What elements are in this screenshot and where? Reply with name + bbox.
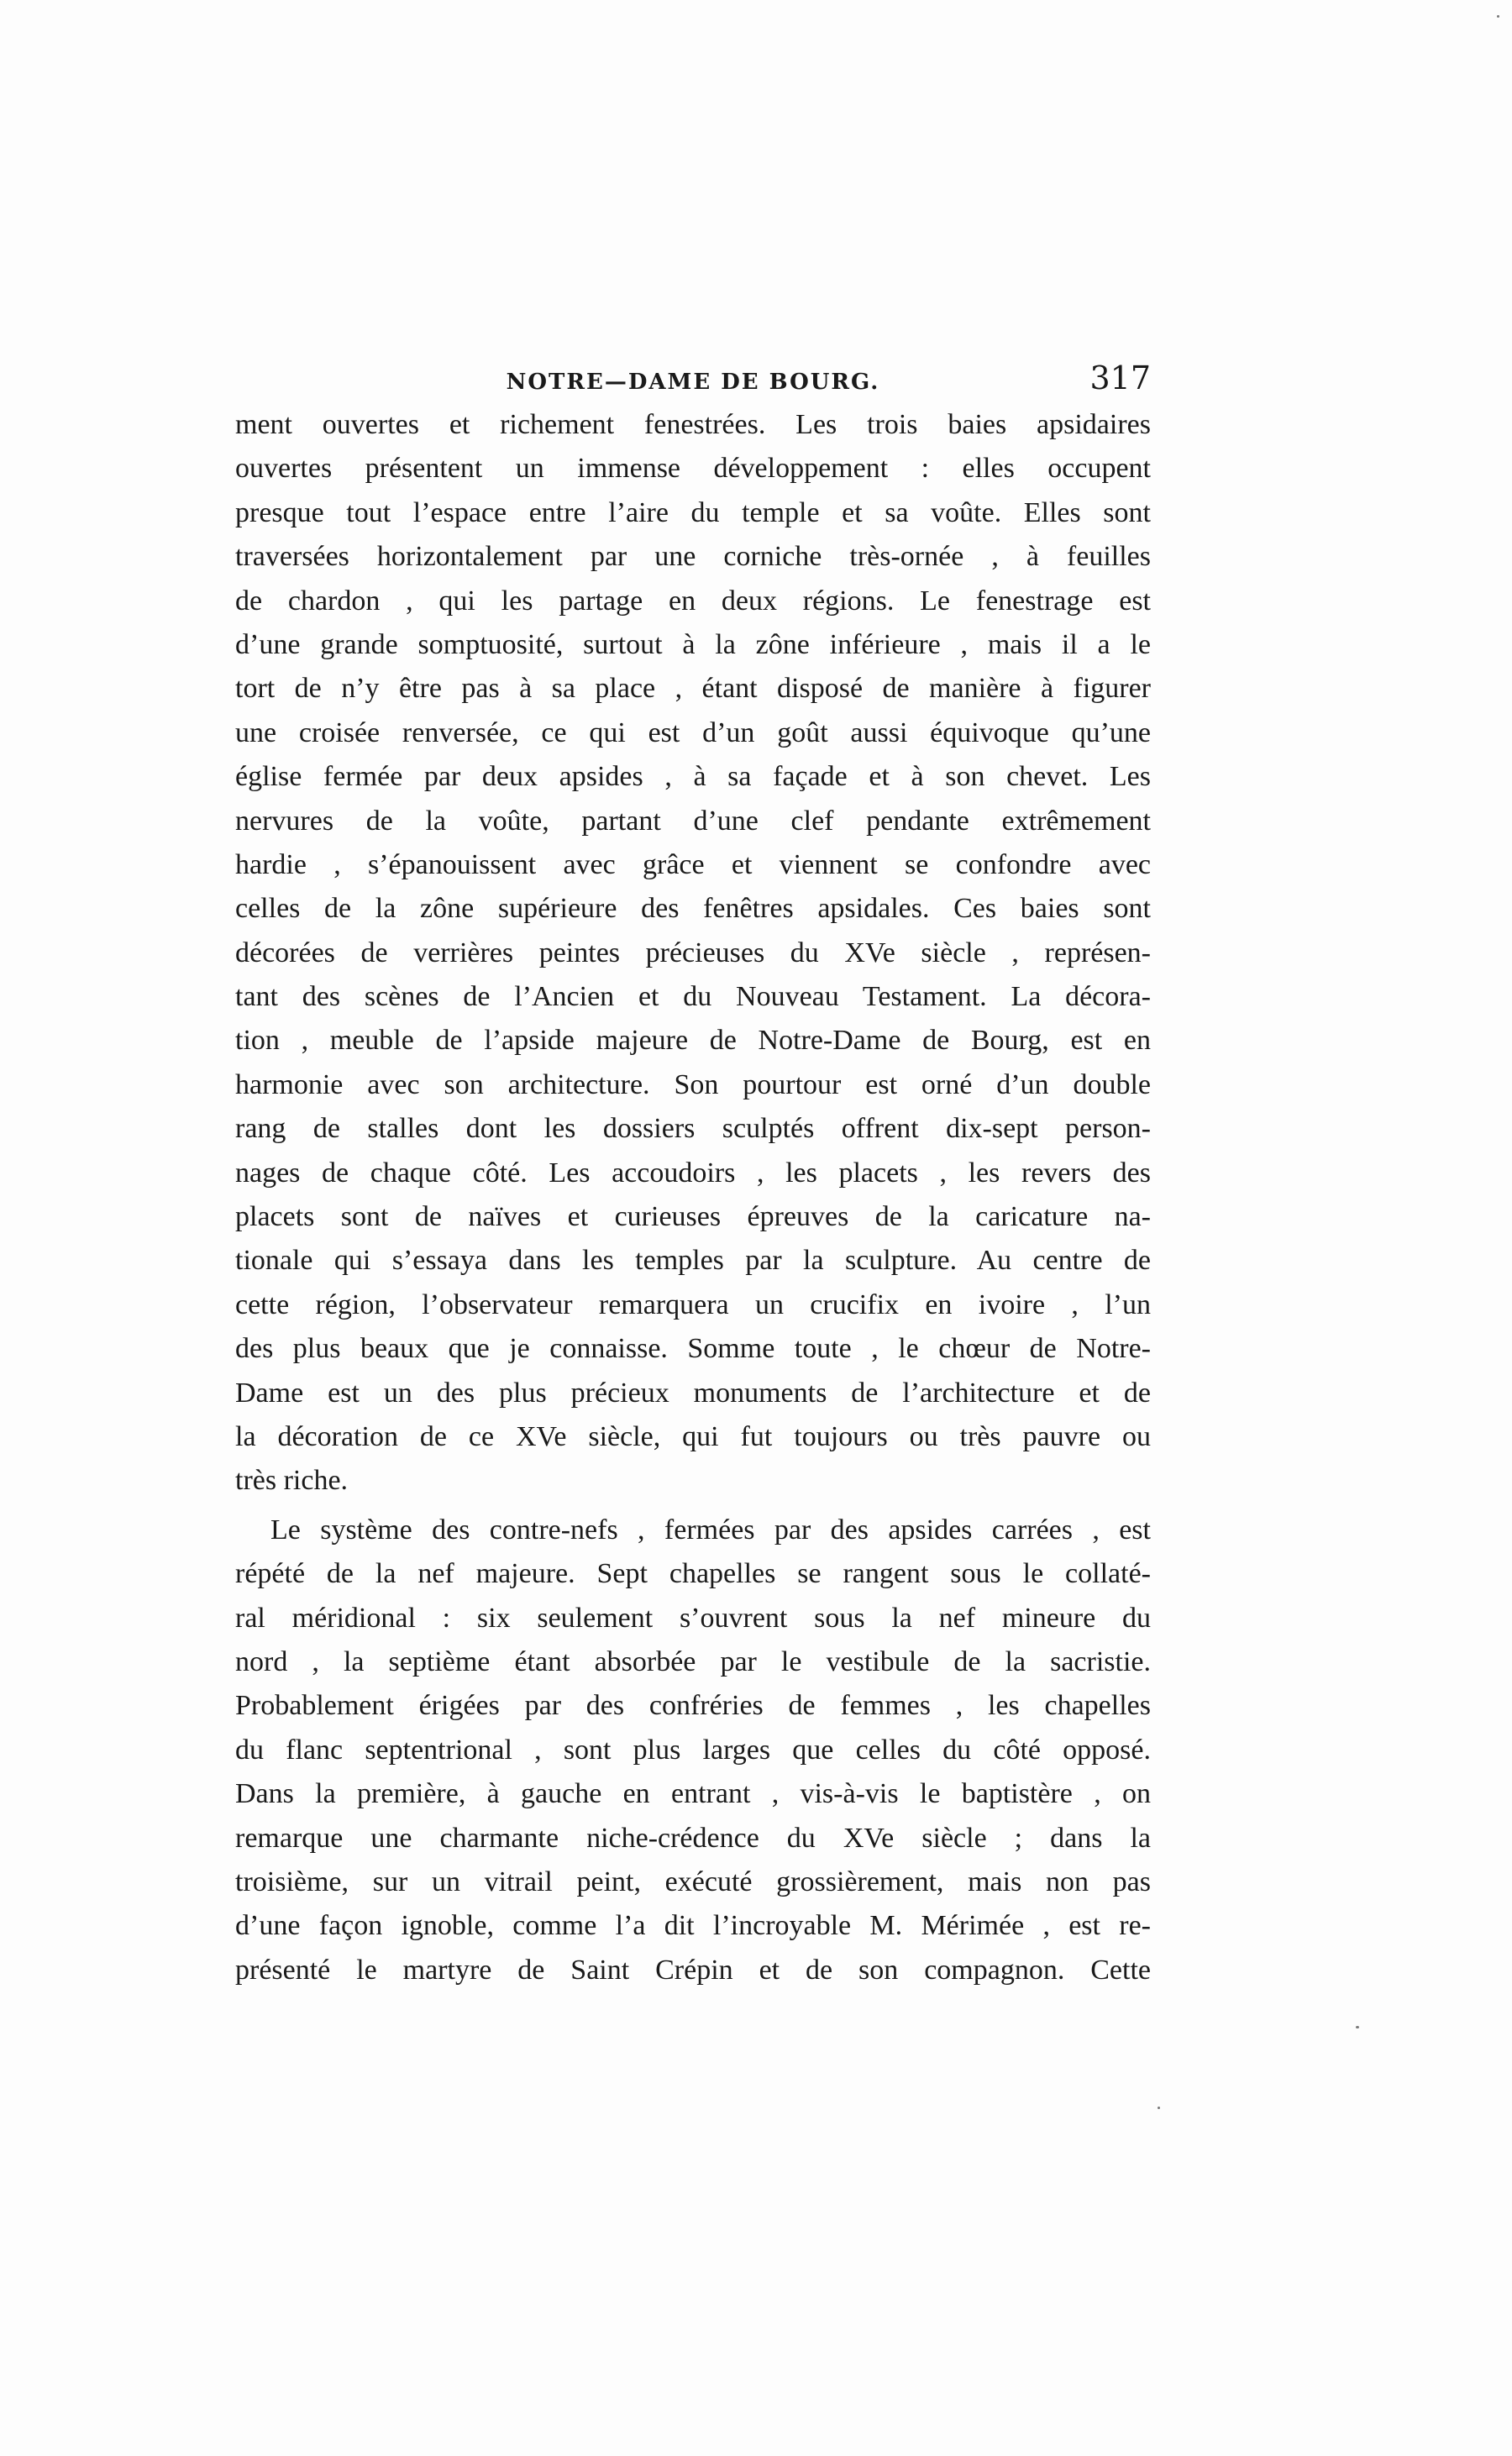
body-text xyxy=(235,403,1151,1992)
print-speck xyxy=(1158,2107,1160,2109)
page-header xyxy=(235,359,1151,401)
text-line: cette région, l’observateur remarquera un crucifix en ivoire , l’un xyxy=(235,1288,1151,1320)
text-line: église fermée par deux apsides , à sa façade et à son chevet. Les xyxy=(235,761,1151,793)
text-line: tionale qui s’essaya dans les temples par la sculpture. Au centre de xyxy=(235,1245,1151,1277)
text-line: d’une façon ignoble, comme l’a dit l’incroyable M. Mérimée , est re- xyxy=(235,1910,1151,1942)
text-line: hardie , s’épanouissent avec grâce et viennent se confondre avec xyxy=(235,848,1151,880)
text-line: rang de stalles dont les dossiers sculptés offrent dix-sept person- xyxy=(235,1113,1151,1145)
text-line: presque tout l’espace entre l’aire du temple et sa voûte. Elles sont xyxy=(235,496,1151,528)
text-line: nages de chaque côté. Les accoudoirs , les placets , les revers des xyxy=(235,1157,1151,1189)
paragraph-2 xyxy=(235,1509,1151,1992)
text-line: ouvertes présentent un immense développement : elles occupent xyxy=(235,453,1151,485)
text-line: Dame est un des plus précieux monuments de l’architecture et de xyxy=(235,1377,1151,1409)
text-line: tant des scènes de l’Ancien et du Nouveau Testament. La décora- xyxy=(235,981,1151,1013)
text-line: du flanc septentrional , sont plus larges que celles du côté opposé. xyxy=(235,1734,1151,1766)
print-speck xyxy=(1356,2026,1359,2028)
text-line: présenté le martyre de Saint Crépin et de son compagnon. Cette xyxy=(235,1954,1151,1986)
text-line: ment ouvertes et richement fenestrées. Les trois baies apsidaires xyxy=(235,409,1151,440)
page-number: 317 xyxy=(1089,359,1151,396)
text-line: Dans la première, à gauche en entrant , vis-à-vis le baptistère , on xyxy=(235,1778,1151,1810)
text-line: nervures de la voûte, partant d’une clef pendante extrêmement xyxy=(235,805,1151,837)
text-line: des plus beaux que je connaisse. Somme toute , le chœur de Notre- xyxy=(235,1333,1151,1365)
text-line: tort de n’y être pas à sa place , étant disposé de manière à figurer xyxy=(235,673,1151,705)
text-line: Le système des contre-nefs , fermées par des apsides carrées , est xyxy=(270,1514,1151,1545)
text-line: celles de la zône supérieure des fenêtres apsidales. Ces baies sont xyxy=(235,893,1151,925)
text-line: tion , meuble de l’apside majeure de Notre-Dame de Bourg, est en xyxy=(235,1025,1151,1057)
text-line: harmonie avec son architecture. Son pourtour est orné d’un double xyxy=(235,1068,1151,1100)
text-line: Probablement érigées par des confréries de femmes , les chapelles xyxy=(235,1690,1151,1722)
text-line: remarque une charmante niche-crédence du XVe siècle ; dans la xyxy=(235,1822,1151,1854)
text-line: traversées horizontalement par une corniche très-ornée , à feuilles xyxy=(235,541,1151,573)
text-line: d’une grande somptuosité, surtout à la zône inférieure , mais il a le xyxy=(235,628,1151,660)
text-line: la décoration de ce XVe siècle, qui fut toujours ou très pauvre ou xyxy=(235,1420,1151,1452)
text-line: une croisée renversée, ce qui est d’un goût aussi équivoque qu’une xyxy=(235,716,1151,748)
text-line: répété de la nef majeure. Sept chapelles se rangent sous le collaté- xyxy=(235,1558,1151,1590)
print-speck xyxy=(1497,15,1499,18)
text-line: très riche. xyxy=(235,1465,349,1497)
text-line: de chardon , qui les partage en deux régions. Le fenestrage est xyxy=(235,585,1151,617)
text-line: ral méridional : six seulement s’ouvrent sous la nef mineure du xyxy=(235,1602,1151,1634)
running-title: NOTRE—DAME DE BOURG. xyxy=(506,370,880,395)
text-line: troisième, sur un vitrail peint, exécuté grossièrement, mais non pas xyxy=(235,1866,1151,1897)
text-line: nord , la septième étant absorbée par le vestibule de la sacristie. xyxy=(235,1645,1151,1677)
text-line: placets sont de naïves et curieuses épreuves de la caricature na- xyxy=(235,1201,1151,1233)
text-line: décorées de verrières peintes précieuses du XVe siècle , représen- xyxy=(235,937,1151,968)
paragraph-1 xyxy=(235,403,1151,1504)
